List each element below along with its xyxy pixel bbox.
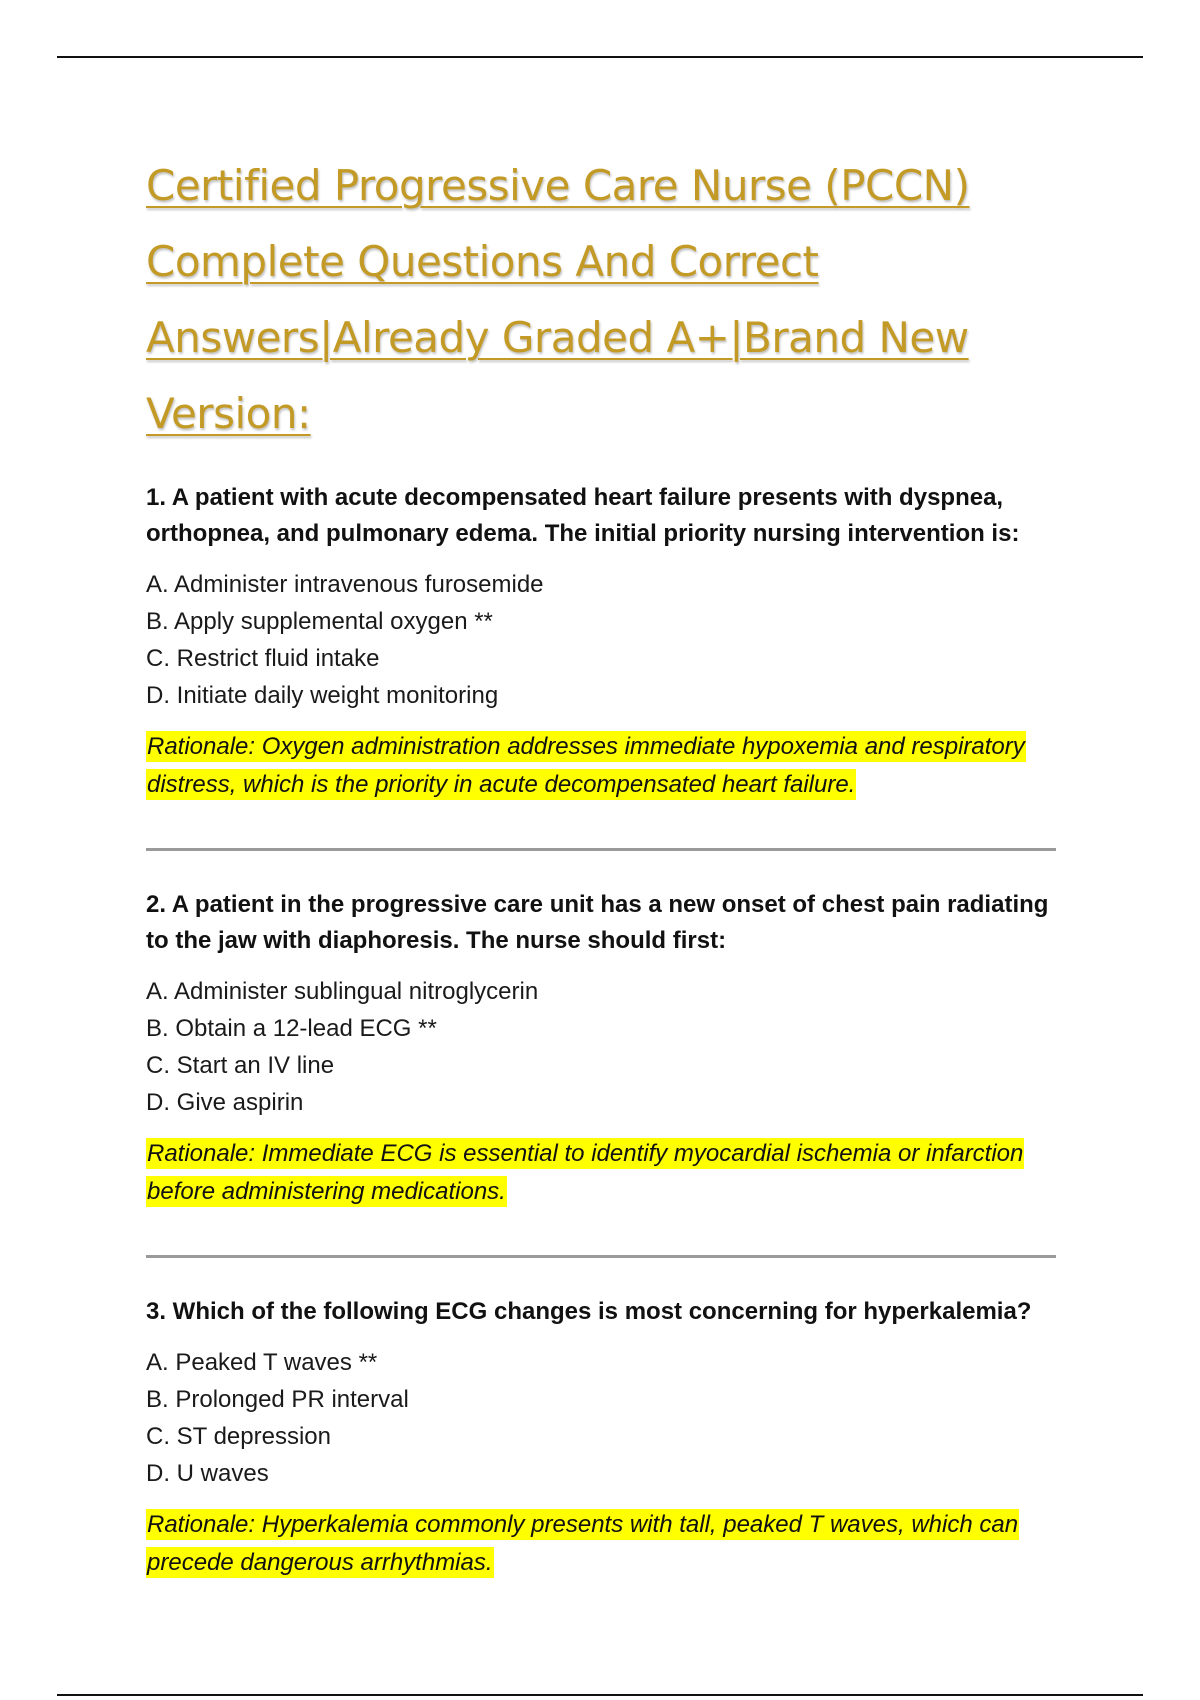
answer-option-d: D. Initiate daily weight monitoring: [146, 682, 499, 709]
page-bottom-rule: [57, 1694, 1143, 1696]
answer-option-a: A. Administer intravenous furosemide: [146, 571, 544, 598]
question-stem: 3. Which of the following ECG changes is most concerning for hyperkalemia?: [146, 1298, 1032, 1325]
answer-option-a: A. Peaked T waves **: [146, 1349, 378, 1376]
question-2: [146, 887, 1066, 1211]
answer-options: [146, 973, 1066, 1121]
question-stem: 1. A patient with acute decompensated heart failure presents with dyspnea, orthopnea, and pulmonary edema. The initial priority nursing intervention is:: [146, 484, 1020, 547]
answer-options: [146, 566, 1066, 714]
page-top-rule: [57, 56, 1143, 58]
rationale-block: [146, 1135, 1066, 1211]
rationale-block: [146, 728, 1066, 804]
question-separator: [146, 848, 1056, 851]
document-title: Certified Progressive Care Nurse (PCCN) Complete Questions And Correct Answers|Already Graded A+|Brand New Version:: [146, 161, 970, 438]
answer-option-c: C. ST depression: [146, 1423, 331, 1450]
answer-option-a: A. Administer sublingual nitroglycerin: [146, 978, 539, 1005]
question-stem: 2. A patient in the progressive care unit has a new onset of chest pain radiating to the jaw with diaphoresis. The nurse should first:: [146, 891, 1049, 954]
question-separator: [146, 1255, 1056, 1258]
answer-option-c: C. Start an IV line: [146, 1052, 335, 1079]
rationale-text: Rationale: Oxygen administration addresses immediate hypoxemia and respiratory distress, which is the priority in acute decompensated heart failure.: [147, 733, 1025, 798]
question-1: [146, 480, 1066, 804]
answer-option-d: D. U waves: [146, 1460, 269, 1487]
answer-options: [146, 1344, 1066, 1492]
document-body: [146, 148, 1066, 1582]
rationale-text: Rationale: Hyperkalemia commonly presents with tall, peaked T waves, which can precede dangerous arrhythmias.: [147, 1511, 1019, 1576]
rationale-block: [146, 1506, 1066, 1582]
answer-option-b: B. Prolonged PR interval: [146, 1386, 409, 1413]
rationale-text: Rationale: Immediate ECG is essential to identify myocardial ischemia or infarction before administering medications.: [147, 1140, 1024, 1205]
answer-option-b: B. Obtain a 12-lead ECG **: [146, 1015, 437, 1042]
answer-option-d: D. Give aspirin: [146, 1089, 304, 1116]
question-3: [146, 1294, 1066, 1582]
answer-option-c: C. Restrict fluid intake: [146, 645, 380, 672]
answer-option-b: B. Apply supplemental oxygen **: [146, 608, 493, 635]
